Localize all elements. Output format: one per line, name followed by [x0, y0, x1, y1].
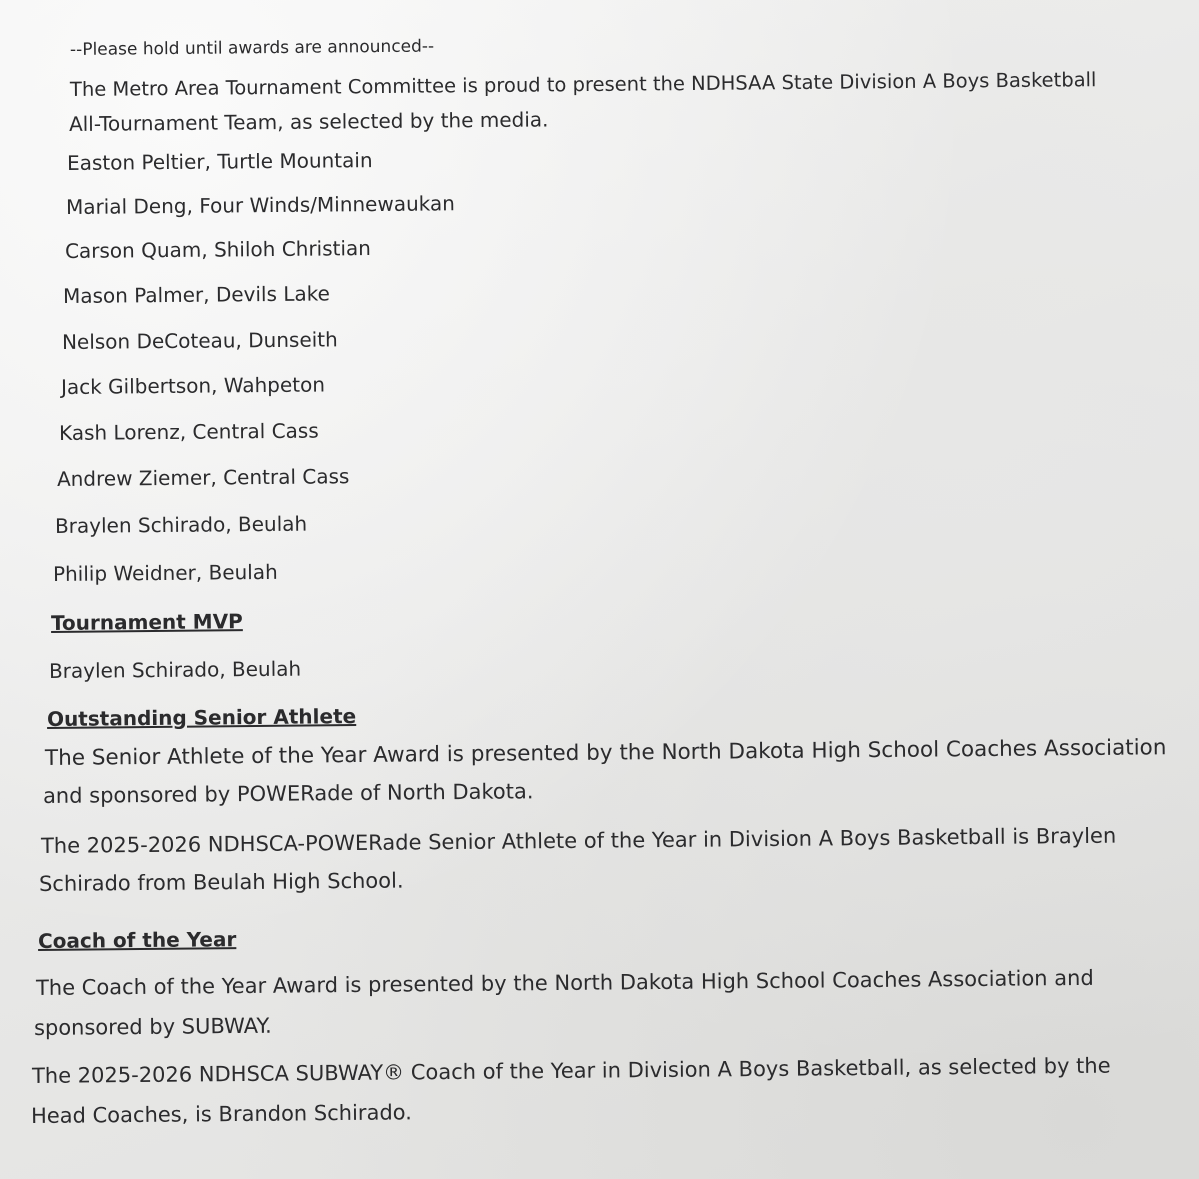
team-member: Easton Peltier, Turtle Mountain	[66, 148, 373, 175]
team-member: Nelson DeCoteau, Dunseith	[61, 327, 338, 354]
team-member: Kash Lorenz, Central Cass	[58, 418, 319, 445]
team-member: Braylen Schirado, Beulah	[54, 511, 308, 538]
coach-para2-line2: Head Coaches, is Brandon Schirado.	[30, 1100, 412, 1128]
team-member: Mason Palmer, Devils Lake	[62, 281, 331, 308]
coach-heading: Coach of the Year	[37, 927, 237, 953]
team-member: Andrew Ziemer, Central Cass	[56, 464, 350, 491]
mvp-heading: Tournament MVP	[50, 609, 243, 635]
team-member: Marial Deng, Four Winds/Minnewaukan	[65, 191, 455, 219]
senior-athlete-heading: Outstanding Senior Athlete	[46, 704, 357, 731]
mvp-name: Braylen Schirado, Beulah	[48, 656, 302, 683]
team-member: Jack Gilbertson, Wahpeton	[60, 372, 326, 399]
senior-athlete-para1-line1: The Senior Athlete of the Year Award is presented by the North Dakota High School Coaches Association	[44, 735, 1167, 771]
team-member: Philip Weidner, Beulah	[52, 559, 278, 586]
team-member: Carson Quam, Shiloh Christian	[64, 236, 372, 263]
coach-para2-line1: The 2025-2026 NDHSCA SUBWAY® Coach of the Year in Division A Boys Basketball, as selected by the	[31, 1053, 1111, 1088]
hold-note: --Please hold until awards are announced--	[69, 36, 435, 60]
coach-para1-line2: sponsored by SUBWAY.	[33, 1013, 272, 1040]
senior-athlete-para2-line1: The 2025-2026 NDHSCA-POWERade Senior Athlete of the Year in Division A Boys Basketball is Braylen	[40, 823, 1117, 858]
intro-line-1: The Metro Area Tournament Committee is proud to present the NDHSAA State Division A Boys Basketball	[69, 68, 1097, 101]
coach-para1-line1: The Coach of the Year Award is presented by the North Dakota High School Coaches Association and	[35, 965, 1094, 1000]
intro-line-2: All-Tournament Team, as selected by the media.	[68, 107, 549, 136]
senior-athlete-para1-line2: and sponsored by POWERade of North Dakota.	[42, 779, 534, 808]
senior-athlete-para2-line2: Schirado from Beulah High School.	[38, 868, 404, 896]
